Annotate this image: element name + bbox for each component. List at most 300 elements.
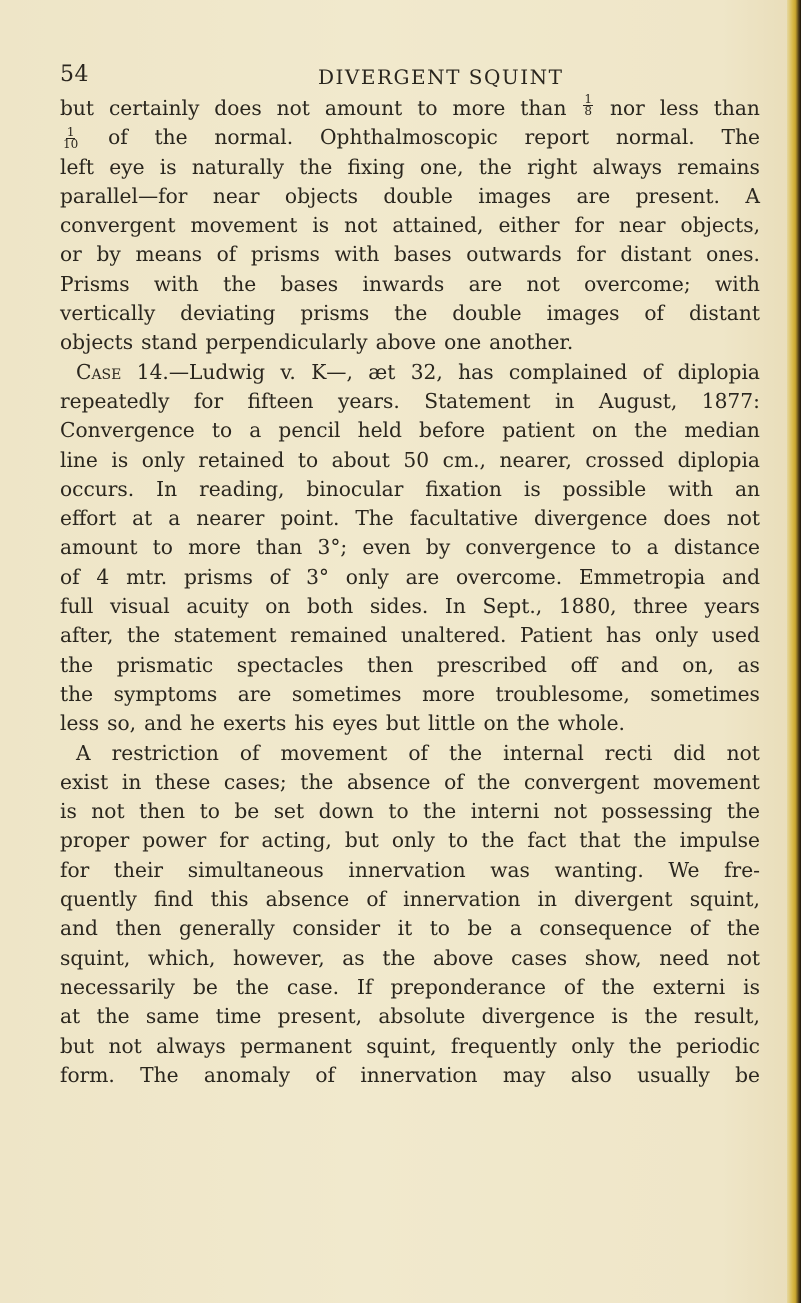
text-line [60, 1061, 760, 1090]
word: The [721, 125, 760, 150]
fraction-numerator: 1 [66, 125, 75, 140]
word: to [199, 799, 220, 824]
word: bases [393, 242, 452, 267]
word: he [190, 711, 215, 736]
word: prisms [183, 564, 253, 589]
word: than [713, 96, 760, 120]
text-line [60, 563, 760, 592]
word: the [477, 769, 511, 794]
word: overcome; [584, 271, 691, 296]
word: to [388, 799, 409, 824]
text-line [60, 592, 760, 621]
word: the [127, 623, 161, 648]
text-line [60, 797, 760, 826]
word: complained [508, 359, 628, 384]
text-line [60, 768, 760, 797]
fraction-denominator: 10 [63, 137, 79, 152]
word: the [481, 828, 515, 853]
word-group [60, 123, 81, 152]
word: normal. [615, 125, 695, 150]
word: If [357, 974, 373, 999]
case-label: Case [76, 359, 122, 384]
word: absolute [378, 1004, 466, 1029]
word: consider [292, 916, 381, 941]
word: of [444, 769, 464, 794]
word: double [452, 301, 522, 326]
word: then [139, 799, 186, 824]
word: the [516, 711, 550, 736]
word: these [154, 769, 211, 794]
word: need [659, 945, 710, 970]
word: the [300, 769, 334, 794]
word: remains [677, 154, 760, 179]
word: Convergence [60, 418, 195, 443]
text-line [60, 416, 760, 445]
word: æt [368, 359, 396, 384]
word: years [704, 594, 760, 619]
word: 4 [96, 564, 110, 589]
word: than [520, 96, 567, 120]
word: convergence [465, 535, 596, 560]
word: the [60, 681, 94, 706]
word: images [478, 183, 552, 208]
word: objects [60, 330, 134, 355]
word: diplopia [677, 447, 760, 472]
word: internal [503, 740, 584, 765]
word: to [611, 535, 632, 560]
word: nor [609, 96, 645, 120]
word: for [576, 242, 606, 267]
text-line [60, 94, 760, 123]
word: exerts [222, 711, 287, 736]
word: are [576, 183, 611, 208]
fraction-denominator: 8 [584, 104, 593, 118]
word: another. [489, 330, 574, 355]
word: and [144, 711, 183, 736]
text-line [60, 446, 760, 475]
word: the [478, 154, 512, 179]
word: proper [60, 828, 130, 853]
word: the [382, 945, 416, 970]
word: with [715, 271, 760, 296]
word: a [249, 418, 262, 443]
word: double [383, 183, 453, 208]
word: which, [147, 945, 216, 970]
word: distance [673, 535, 760, 560]
word: but [60, 96, 95, 120]
word: to [152, 535, 173, 560]
text-line [60, 123, 760, 152]
word: A [76, 740, 91, 765]
word: for [193, 388, 224, 413]
word: of [315, 1062, 336, 1087]
word: more [452, 96, 506, 120]
text-line [60, 270, 760, 299]
word: innervation [360, 1062, 478, 1087]
word: even [362, 535, 411, 560]
word: be [735, 1062, 760, 1087]
text-line [60, 621, 760, 650]
word: an [734, 476, 760, 501]
word: the [726, 916, 760, 941]
word: the [449, 740, 483, 765]
word: their [113, 857, 164, 882]
word: always [156, 1033, 226, 1058]
word: is [743, 974, 760, 999]
word: are [237, 681, 272, 706]
word: necessarily [60, 974, 175, 999]
word: acting, [261, 828, 332, 853]
word: prisms [300, 301, 370, 326]
body-text [60, 94, 760, 1090]
word: reading, [199, 476, 285, 501]
word: not [91, 799, 125, 824]
word: the [634, 418, 668, 443]
word: prescribed [436, 652, 547, 677]
word: pencil [278, 418, 341, 443]
word: power [142, 828, 207, 853]
text-line [60, 211, 760, 240]
text-line [60, 826, 760, 855]
word: a [509, 916, 522, 941]
text-line [60, 475, 760, 504]
word: only [345, 564, 389, 589]
word: and [60, 916, 98, 941]
word: however, [233, 945, 325, 970]
word: We [668, 857, 700, 882]
page-header [60, 62, 760, 96]
word: for [219, 828, 249, 853]
word: externi [652, 974, 726, 999]
word: in [537, 887, 557, 912]
word: Prisms [60, 271, 130, 296]
text-line [60, 973, 760, 1002]
word: one [444, 330, 482, 355]
word: then [367, 652, 414, 677]
word: or [60, 242, 82, 267]
word: not [344, 213, 378, 238]
running-head: DIVERGENT SQUINT [318, 65, 564, 89]
word: to [211, 418, 233, 443]
word: remained [290, 623, 388, 648]
word: K—, [311, 359, 353, 384]
word: of [366, 887, 386, 912]
word: for [60, 857, 90, 882]
word: the [644, 1004, 678, 1029]
word: the [96, 1004, 130, 1029]
word: bases [280, 271, 339, 296]
word: has [458, 359, 494, 384]
word: at [60, 1004, 81, 1029]
word: always [592, 154, 663, 179]
word: to [417, 96, 438, 120]
word: to [297, 447, 319, 472]
word: images [546, 301, 620, 326]
word: wanting. [554, 857, 644, 882]
word: above [433, 945, 494, 970]
word: may [502, 1062, 546, 1087]
word: about [331, 447, 390, 472]
word: not [276, 96, 310, 120]
word: only [391, 828, 435, 853]
word: is [611, 1004, 629, 1029]
word: fre- [724, 857, 760, 882]
word: held [357, 418, 402, 443]
word: less [60, 711, 100, 736]
word: amount [324, 96, 403, 120]
word: line [60, 447, 98, 472]
word: inwards [362, 271, 445, 296]
word: a [646, 535, 659, 560]
word: of [689, 916, 710, 941]
word: acuity [186, 594, 249, 619]
word: objects [284, 183, 358, 208]
word: quently [60, 887, 137, 912]
word: absence [265, 887, 350, 912]
word: point. [280, 506, 340, 531]
word: interni [470, 799, 540, 824]
word: on [265, 594, 291, 619]
word: off [570, 652, 598, 677]
word: absence [346, 769, 431, 794]
text-line [60, 182, 760, 211]
text-line [60, 504, 760, 533]
word: the [235, 974, 269, 999]
text-line [60, 914, 760, 943]
word: nearer, [499, 447, 572, 472]
word: not [726, 506, 760, 531]
word: for [574, 213, 604, 238]
word: repeatedly [60, 388, 170, 413]
word: retained [198, 447, 285, 472]
word: cases; [223, 769, 287, 794]
word: present. [635, 183, 720, 208]
word: 3°; [317, 535, 348, 560]
word: with [334, 242, 380, 267]
word: August, [598, 388, 678, 413]
word: effort [60, 506, 117, 531]
word: not [553, 799, 588, 824]
word: then [115, 916, 162, 941]
word: of [239, 740, 260, 765]
word: ones. [706, 242, 760, 267]
word: simultaneous [187, 857, 324, 882]
word: whole. [557, 711, 625, 736]
word: generally [179, 916, 275, 941]
word: amount [60, 535, 138, 560]
word: divergence [533, 506, 648, 531]
word: permanent [240, 1033, 352, 1058]
word: of [269, 564, 290, 589]
word: than [256, 535, 303, 560]
word: show, [584, 945, 642, 970]
word: cases [511, 945, 568, 970]
word: by [425, 535, 451, 560]
word: The [140, 1062, 179, 1087]
fraction-numerator: 1 [584, 92, 593, 106]
text-line [60, 533, 760, 562]
text-line [60, 299, 760, 328]
word: In [444, 594, 466, 619]
word: of [644, 301, 665, 326]
word: squint, [60, 945, 131, 970]
word: Sept., [482, 594, 543, 619]
word: left [60, 154, 94, 179]
word: used [711, 623, 760, 648]
word: the [628, 1033, 662, 1058]
word: both [307, 594, 354, 619]
word: the [633, 828, 667, 853]
word: Statement [424, 388, 531, 413]
word: was [490, 857, 530, 882]
word: be [234, 799, 260, 824]
word: did [673, 740, 706, 765]
word: report [524, 125, 590, 150]
word: to [429, 916, 450, 941]
fraction [583, 94, 593, 123]
word: mtr. [126, 564, 168, 589]
word: does [663, 506, 711, 531]
word: down [318, 799, 374, 824]
word: recti [604, 740, 653, 765]
word: 50 [403, 447, 430, 472]
word: distant [688, 301, 760, 326]
word: but [344, 828, 379, 853]
word: and [722, 564, 760, 589]
word: convergent [60, 213, 176, 238]
word: exist [60, 769, 109, 794]
word: squint, [366, 1033, 437, 1058]
word: v. [280, 359, 296, 384]
word: visual [110, 594, 170, 619]
word: nearer [196, 506, 265, 531]
word: more [188, 535, 241, 560]
word: does [214, 96, 262, 120]
word: periodic [676, 1033, 760, 1058]
word: The [355, 506, 394, 531]
word: the [423, 799, 457, 824]
word: perpendicularly [205, 330, 368, 355]
word: in [121, 769, 142, 794]
word: fifteen [247, 388, 314, 413]
word: of [563, 974, 584, 999]
word: by [96, 242, 121, 267]
word: find [154, 887, 194, 912]
word: facultative [409, 506, 519, 531]
word: same [145, 1004, 200, 1029]
word: with [668, 476, 714, 501]
word: result, [693, 1004, 760, 1029]
text-line [60, 739, 760, 768]
text-line [60, 1002, 760, 1031]
word: preponderance [390, 974, 546, 999]
text-line [60, 680, 760, 709]
word: years. [337, 388, 400, 413]
text-line [60, 358, 760, 387]
word: means [135, 242, 202, 267]
word: be [192, 974, 218, 999]
word: of [408, 740, 429, 765]
word: divergence [481, 1004, 596, 1029]
word: as [737, 652, 760, 677]
text-line [60, 885, 760, 914]
word: sides. [369, 594, 429, 619]
word: 32, [410, 359, 443, 384]
word: on [591, 418, 618, 443]
word: crossed [585, 447, 665, 472]
word: near [212, 183, 260, 208]
word: patient [502, 418, 575, 443]
word: A [745, 183, 760, 208]
word: on [483, 711, 509, 736]
word: so, [107, 711, 137, 736]
word: eye [109, 154, 145, 179]
word: one, [420, 154, 464, 179]
word: less [659, 96, 699, 120]
word: not [108, 1033, 142, 1058]
word: also [570, 1062, 612, 1087]
word: outwards [466, 242, 562, 267]
word: of [216, 242, 237, 267]
word: but [60, 1033, 95, 1058]
word: overcome. [456, 564, 563, 589]
word: of [642, 359, 663, 384]
word: prismatic [116, 652, 214, 677]
word: only [571, 1033, 615, 1058]
word: eyes [332, 711, 378, 736]
word: troublesome, [495, 681, 630, 706]
word: convergent [523, 769, 640, 794]
text-line [60, 856, 760, 885]
word: be [467, 916, 493, 941]
word: to [447, 828, 469, 853]
word: occurs. [60, 476, 135, 501]
word: restriction [111, 740, 219, 765]
word: 3° [306, 564, 330, 589]
word: this [210, 887, 249, 912]
word: not [526, 271, 560, 296]
word: stand [141, 330, 198, 355]
word: is [159, 154, 177, 179]
word: present, [277, 1004, 362, 1029]
word: case. [286, 974, 339, 999]
word: more [422, 681, 475, 706]
word: not [726, 740, 760, 765]
word: deviating [180, 301, 276, 326]
word: distant [620, 242, 692, 267]
word: that [579, 828, 621, 853]
word: attained, [392, 213, 484, 238]
word: usually [637, 1062, 710, 1087]
word: prisms [250, 242, 320, 267]
word: a [168, 506, 181, 531]
word: 1877: [701, 388, 760, 413]
word: movement [653, 769, 760, 794]
word: unaltered. [400, 623, 507, 648]
word: parallel—for [60, 183, 188, 208]
text-line [60, 709, 760, 738]
word: fixing [347, 154, 405, 179]
word: spectacles [236, 652, 344, 677]
word: objects, [680, 213, 760, 238]
word: the [601, 974, 635, 999]
word: is [312, 213, 330, 238]
text-line [60, 387, 760, 416]
word: In [156, 476, 178, 501]
word: at [132, 506, 153, 531]
word: three [633, 594, 688, 619]
word: fact [527, 828, 567, 853]
